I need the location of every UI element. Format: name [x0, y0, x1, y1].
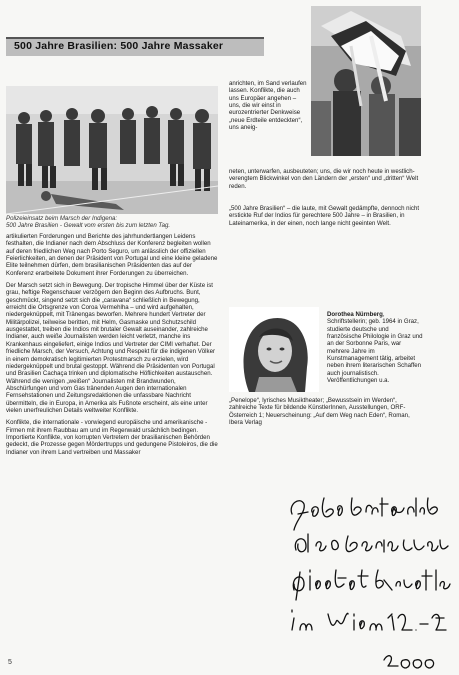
article-left-column [6, 233, 218, 461]
author-portrait [229, 307, 319, 392]
photo-caption-line2: 500 Jahre Brasilien - Gewalt vom ersten bis zum letzten Tag. [6, 222, 171, 230]
author-bio-text: , Schriftstellerin; geb. 1964 in Graz, studierte deutsche und französische Philologie in Graz und an der Sorbonne Paris, war mehrere Jahre im Kunstmanagement tätig, arbeitet neben ihrem literarischen Schaffen auch journalistisch. Veröffentlichungen u.a. [327, 311, 423, 385]
article-title: 500 Jahre Brasilien: 500 Jahre Massaker [14, 40, 224, 52]
article-right-column-top: anrichten, im Sand verlaufen lassen. Konflikte, die auch uns Europäer angehen – uns, die wir einst in eurozentrierter Denkweise „neue Erdteile entdeckten“, uns aneig- [229, 80, 307, 132]
article-paragraph: artikulierten Forderungen und Berichte des jahrhundertlangen Leidens festhalten, die Indianer nach dem Abschluss der Konferenz begleiten wollen auf deren friedlichen Weg nach Porto Seguro, um anlässlich der offiziellen Feierlichkeiten, an denen der Präsident von Portugal und eine kleine geladene Elite teilnehmen dürfen, dem brasilianischen Präsidenten das auf der Konferenz erarbeitete Dokument ihrer Forderungen zu überreichen. [6, 233, 218, 277]
author-name: Dorothea Nürnberg [327, 311, 383, 318]
author-bio-continued: „Penelope“, lyrisches Musiktheater; „Bewusstsein im Werden“, zahlreiche Texte für bildende KünstlerInnen, Ausstellungen, ORF-Österreich 1; Neuerscheinung: „Auf dem Weg nach Eden“, Roman, Ibera Verlag [229, 397, 410, 427]
article-closing-paragraph: „500 Jahre Brasilien“ – die laute, mit Gewalt gedämpfte, dennoch nicht erstickte Ruf der Indios für gerechtere 500 Jahre – in Brasilien, in Lateinamerika, in der einen, noch lange nicht geeinten Welt. [229, 205, 420, 227]
police-photo [6, 86, 218, 214]
article-right-column-continued: neten, unterwarfen, ausbeuteten; uns, die wir noch heute in westlich-verengtem Blickwinkel von den Ländern der „ersten“ und „dritten“ Welt reden. [229, 168, 419, 190]
handwritten-note [284, 490, 454, 675]
photo-caption-line1: Polizeieinsatz beim Marsch der Indigena: [6, 215, 118, 222]
page-number: 5 [8, 659, 12, 666]
article-paragraph: Konflikte, die internationale - vorwiegend europäische und amerikanische - Firmen mit ihrem Raubbau am und im Regenwald ursächlich bedingen. Importierte Konflikte, von korrupten Vertretern der brasilianischen Behörden gedeckt, die Prozesse gegen Mördertrupps und gedungene Pistoleiros, die die Indianer von ihrem Land vertreiben und Massaker [6, 419, 218, 456]
article-paragraph: Der Marsch setzt sich in Bewegung. Der tropische Himmel über der Küste ist grau, heftige Regenschauer verzögern den Beginn des Aufbruchs. Bunt, geschmückt, singend setzt sich die „caravana“ schließlich in Bewegung, erreicht die Ortsgrenze von Coroa Vermehlha – und wird aufgehalten, niedergeknüppelt, mit Tränengas beworfen. Mehrere hundert Vertreter der Militärpolizei, teilweise beritten, mit Helm, Gasmaske und Schutzschild ausgestattet, treiben die Indios mit brutaler Gewalt auseinander, zahlreiche Indianer, auch weiße Journalisten werden leicht verletzt, manche ins Krankenhaus eingeliefert, einige Indios und Vertreter der CIMI verhaftet. Der friedliche Marsch, der Versuch, Achtung und Respekt für die indigenen Völker in einem demokratisch legitimierten Protestmarsch zu erzielen, wird niedergeknüppelt und brutal gestoppt. Während die Präsidenten von Portugal und Brasilien Cachaça trinken und diplomatische Höflichkeiten austauschen. Während die wenigen „weißen“ Journalisten mit Brandwunden, Abschürfungen und vom Gas tränenden Augen den internationalen Fernsehstationen und Zeitungsredaktionen die unfassbare Nachricht übermitteln, die in Europa, in Amerika als Fußnote erscheint, als eine unter vielen unerfreulichen Details weltweiter Konflikte. [6, 282, 215, 414]
author-bio [327, 311, 423, 384]
article-title-bar [6, 37, 264, 56]
protest-photo [311, 6, 421, 156]
photo-caption [6, 215, 218, 230]
